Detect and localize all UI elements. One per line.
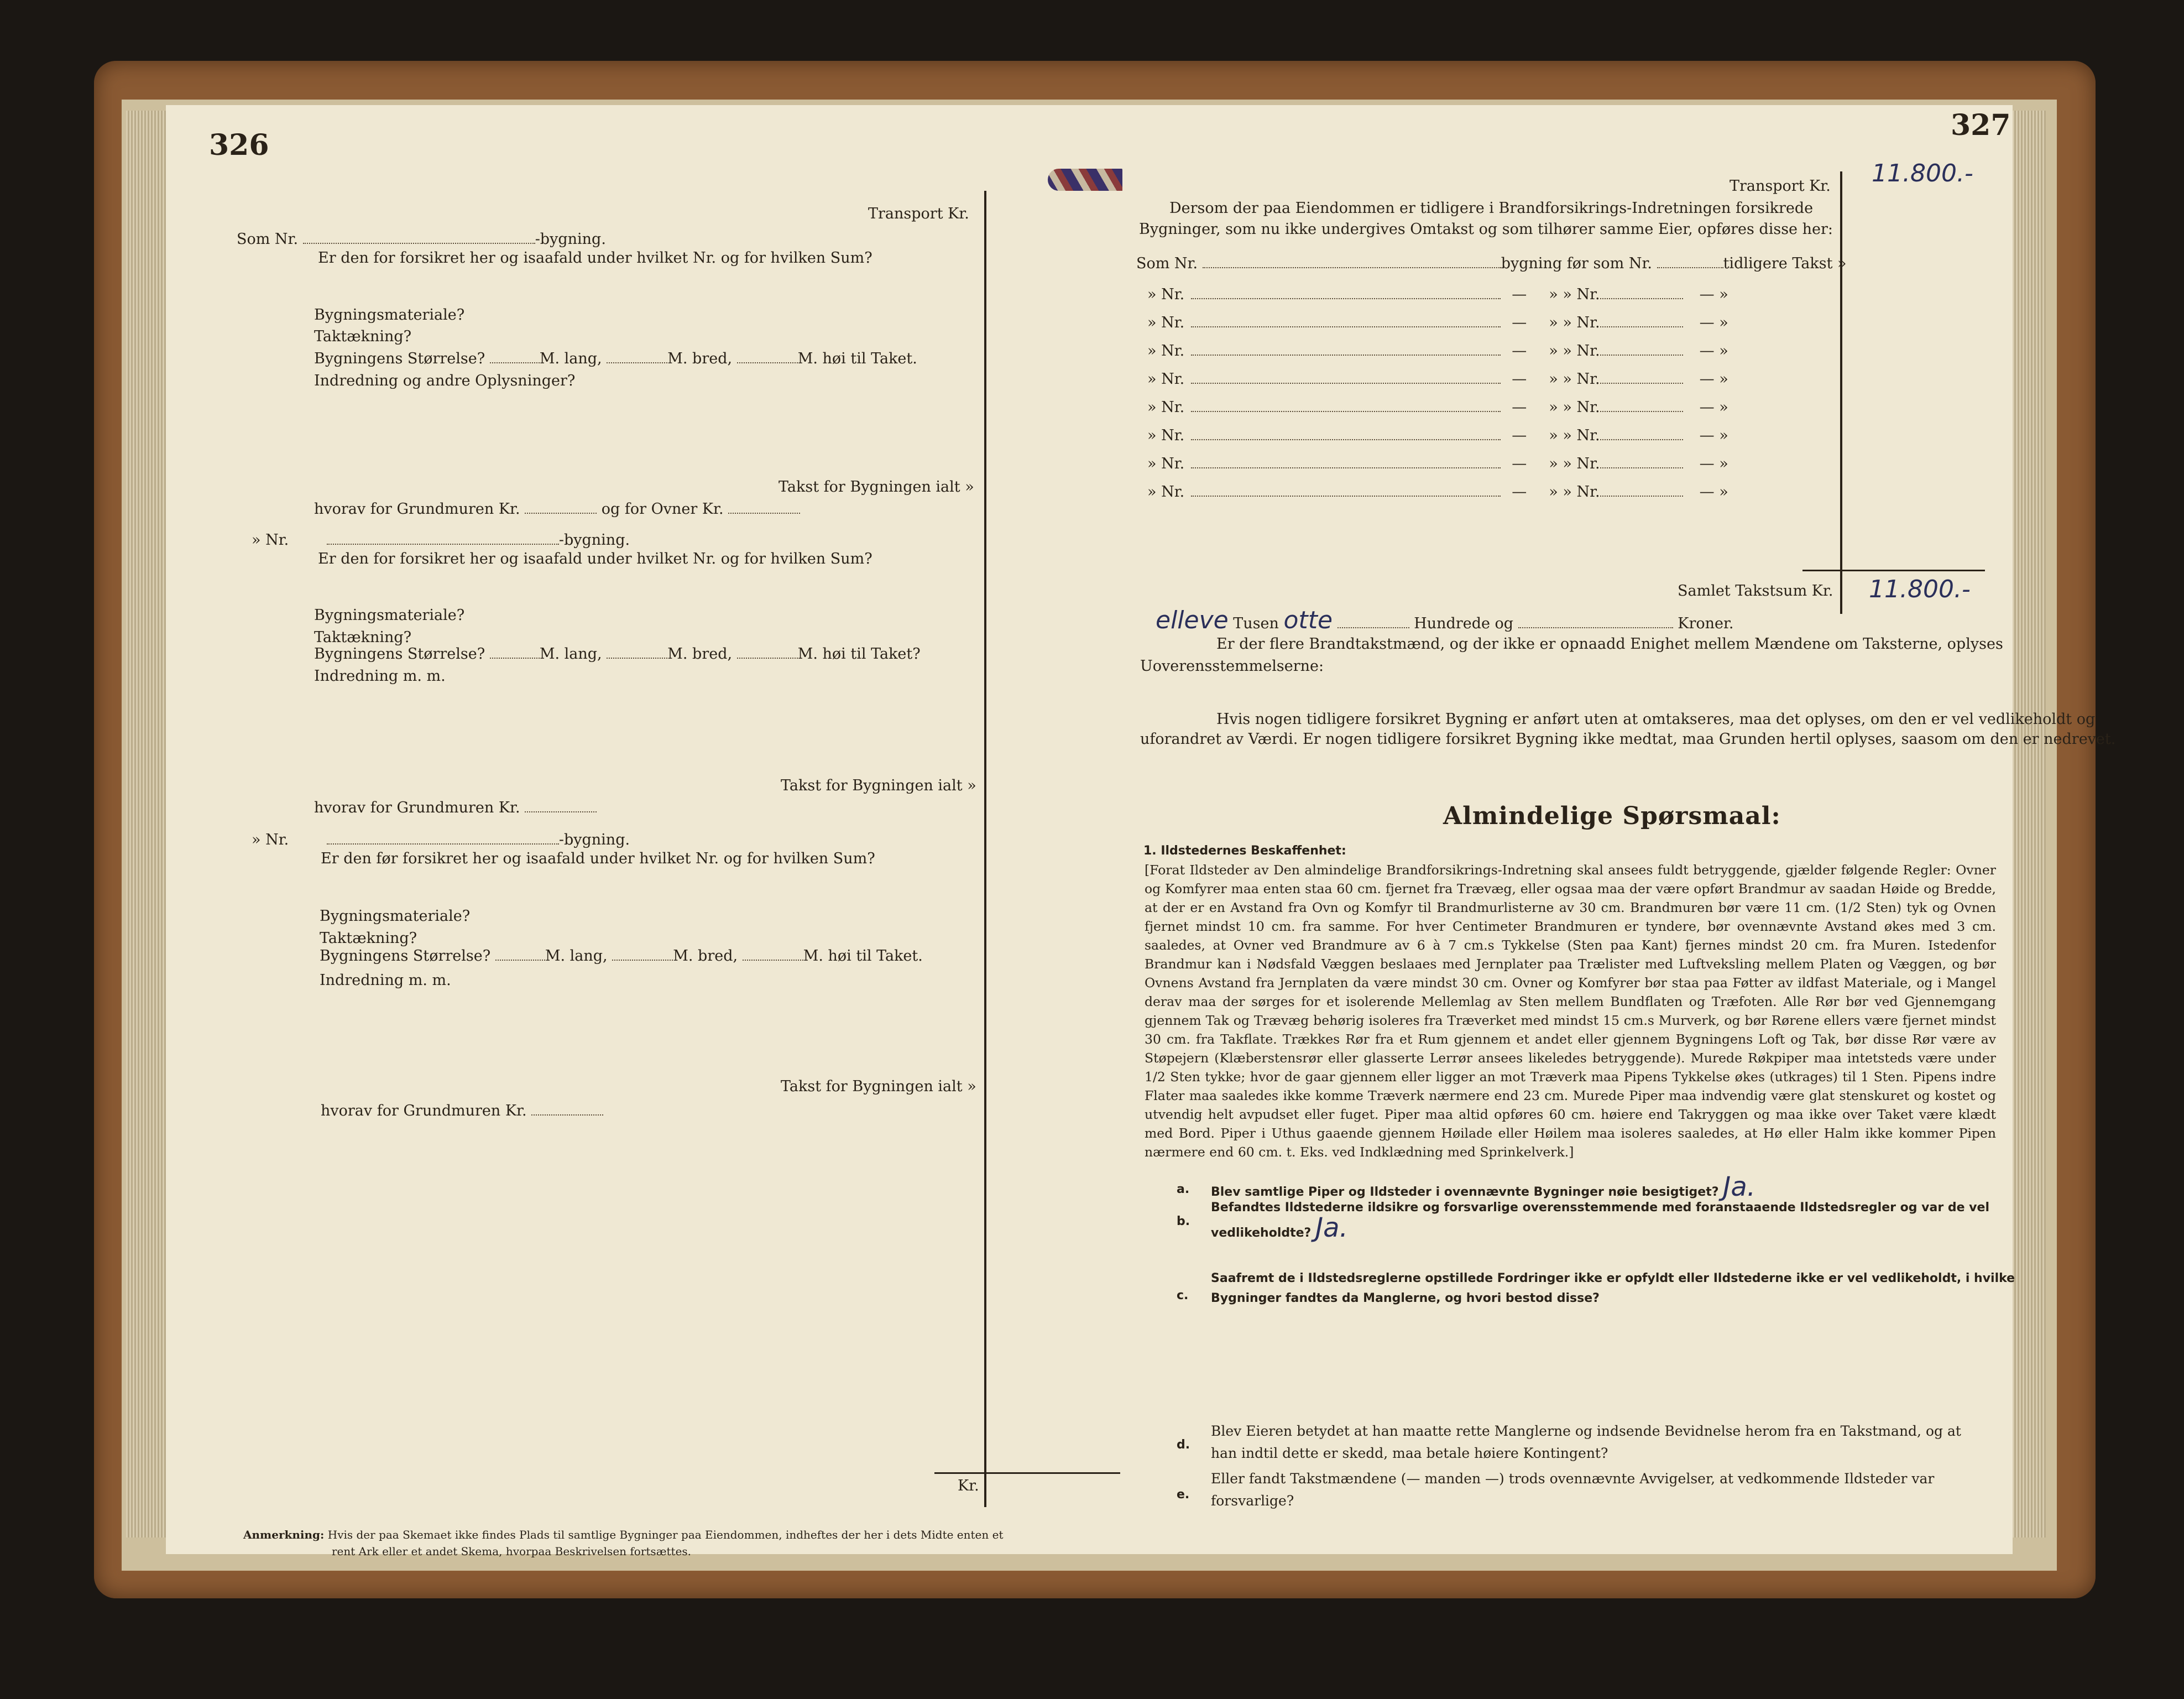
intro-line1: Dersom der paa Eiendommen er tidligere i Brandforsikrings-Indretningen forsikrede [1169, 200, 1814, 217]
s1-hvorav: hvorav for Grundmuren Kr. og for Ovner Kr. [314, 501, 800, 518]
qa-text: Blev samtlige Piper og Ildsteder i ovennævnte Bygninger nøie besigtiget? Ja. [1211, 1171, 1755, 1202]
left-page-edges [126, 111, 166, 1538]
s2-forsikret-question: Er den for forsikret her og isaafald under hvilket Nr. og for hvilken Sum? [318, 550, 872, 567]
s2-takst: Takst for Bygningen ialt » [781, 777, 976, 794]
left-page [166, 105, 1126, 1554]
qa-label: a. [1177, 1182, 1190, 1196]
s3-nr: » Nr. -bygning. [252, 831, 630, 848]
s2-hvorav: hvorav for Grundmuren Kr. [314, 800, 597, 816]
left-transport-label: Transport Kr. [868, 205, 969, 222]
s1-takst: Takst for Bygningen ialt » [778, 478, 974, 496]
prior-row: » Nr. — » » Nr. — » [1147, 286, 1728, 303]
right-transport-label: Transport Kr. [1730, 178, 1831, 195]
left-kr-bottom: Kr. [958, 1477, 979, 1494]
left-bottom-rule [934, 1472, 1120, 1474]
samlet-rule [1802, 570, 1985, 571]
s2-materiale: Bygningsmateriale? [314, 607, 465, 624]
samlet-label: Samlet Takstsum Kr. [1678, 582, 1833, 600]
qa-answer: Ja. [1723, 1171, 1755, 1202]
s2-taktaekning: Taktækning? [314, 629, 412, 646]
prior-row: » Nr. — » » Nr. — » [1147, 371, 1728, 388]
hvis-line2: uforandret av Værdi. Er nogen tidligere forsikret Bygning ikke medtat, maa Grunden hertil oplyses, saasom om den er nedrevet. [1140, 731, 2116, 748]
item1-title: 1. Ildstedernes Beskaffenhet: [1143, 844, 1346, 858]
flere-line2: Uoverensstemmelserne: [1140, 658, 1324, 675]
prior-row: » Nr. — » » Nr. — » [1147, 455, 1728, 472]
prior-row: » Nr. — » » Nr. — » [1147, 342, 1728, 359]
s3-hvorav: hvorav for Grundmuren Kr. [321, 1103, 603, 1119]
hvis-line1: Hvis nogen tidligere forsikret Bygning er anført uten at omtakseres, maa det oplyses, om den er vel vedlikeholdt og [1216, 711, 2096, 728]
anmerkning-note: Anmerkning: Hvis der paa Skemaet ikke findes Plads til samtlige Bygninger paa Eiendommen, indheftes der her i dets Midte enten et rent Ark eller et andet Skema, hvorpaa Beskrivelsen fortsættes. [243, 1528, 1004, 1558]
right-page-edges [2013, 111, 2046, 1538]
prior-row: » Nr. — » » Nr. — » [1147, 427, 1728, 444]
section-heading: Almindelige Spørsmaal: [1443, 802, 1781, 830]
s3-storrelse: Bygningens Størrelse? M. lang, M. bred, M. høi til Taket. [320, 947, 923, 965]
flere-line1: Er der flere Brandtakstmænd, og der ikke er opnaadd Enighet mellem Mændene om Taksterne, oplyses [1216, 635, 2003, 653]
s3-indredning: Indredning m. m. [320, 972, 451, 989]
s2-indredning: Indredning m. m. [314, 668, 446, 685]
s3-forsikret-question: Er den før forsikret her og isaafald under hvilket Nr. og for hvilken Sum? [321, 850, 875, 867]
s1-forsikret-question: Er den for forsikret her og isaafald under hvilket Nr. og for hvilken Sum? [318, 249, 872, 267]
s1-materiale: Bygningsmateriale? [314, 306, 465, 324]
hw-hundrede: otte [1283, 606, 1333, 634]
left-amount-column-line [984, 191, 986, 1507]
qe-text: Eller fandt Takstmændene (— manden —) trods ovennævnte Avvigelser, at vedkommende Ildsteder var forsvarlige? [1211, 1471, 1935, 1509]
qb-text: Befandtes Ildstederne ildsikre og forsvarlige overensstemmende med foranstaaende Ildstedsregler og var de vel vedlikeholdte? Ja. [1211, 1201, 1989, 1243]
intro-line2: Bygninger, som nu ikke undergives Omtakst og som tilhører samme Eier, opføres disse her: [1139, 221, 1833, 238]
prior-row: » Nr. — » » Nr. — » [1147, 399, 1728, 416]
s3-taktaekning: Taktækning? [320, 930, 417, 947]
s2-nr: » Nr. -bygning. [252, 531, 630, 549]
amount-in-words: elleve Tusen otte Hundrede og Kroner. [1156, 606, 1734, 634]
s1-som-nr: Som Nr. -bygning. [237, 231, 606, 248]
hw-tusen: elleve [1156, 606, 1229, 634]
s1-indredning: Indredning og andre Oplysninger? [314, 372, 576, 389]
prior-row: » Nr. — » » Nr. — » [1147, 483, 1728, 501]
s1-storrelse: Bygningens Størrelse? M. lang, M. bred, M. høi til Taket. [314, 350, 917, 367]
prior-som-nr: Som Nr. bygning før som Nr. tidligere Takst » [1136, 255, 1847, 272]
samlet-value: 11.800.- [1869, 575, 1971, 603]
page-number-right: 327 [1951, 108, 2011, 142]
s1-taktaekning: Taktækning? [314, 328, 412, 345]
prior-row: » Nr. — » » Nr. — » [1147, 314, 1728, 331]
qb-label: b. [1177, 1215, 1190, 1228]
qb-answer: Ja. [1315, 1212, 1348, 1243]
transport-value: 11.800.- [1872, 159, 1973, 187]
item1-body: [Forat Ildsteder av Den almindelige Brandforsikrings-Indretning skal ansees fuldt betryggende, gjælder følgende Regler: Ovner og Komfyrer maa enten staa 60 cm. fjernet fra Trævæg, eller ogsaa maa der være opført Brandmur av saadan Høide og Bredde, at der er en Avstand fra Ovn og Komfyr til Brandmurlisterne av 30 cm. Brandmuren bør være 11 cm. (1/2 Sten) tyk og Ovnen fjernet mindst 10 cm. fra samme. For hver Centimeter Brandmuren er tyndere, bør ovennævnte Avstand økes med 3 cm. saaledes, at Ovner ved Brandmure av 6 à 7 cm.s Tykkelse (Sten paa Kant) fjernes mindst 20 cm. fra Muren. Istedenfor Brandmur kan i Nødsfald Væggen beslaaes med Jernplater paa Trælister med Luftveksling mellem Platen og Væggen, og bør Ovnens Avstand fra Jernplaten da være mindst 30 cm. Ovner og Komfyrer bør staa paa Føtter av ildfast Materiale, og i Mangel derav maa der sørges for et isolerende Mellemlag av Sten mellem Bundflaten og Træfoten. Alle Rør bør ved Gjennemgang gjennem Tak og Trævæg behørig isoleres fra Træverket med mindst 15 cm.s Murverk, og bør Rørene ellers være fjernet mindst 30 cm. fra Takflate. Trækkes Rør fra et Rum gjennem et andet eller gjennem Bygningens Loft og Tak, bør disse Rør være av Støpejern (Klæberstensrør eller glasserte Lerrør ansees likeledes betryggende). Murede Røkpiper maa intetsteds være under 1/2 Sten tykke; hvor de gaar gjennem eller ligger an mot Træverk maa Pipens Tykkelse økes (utkrages) til 1 Sten. Pipens indre Flater maa saaledes ikke komme Træverk nærmere end 23 cm. Murede Piper maa indvendig være glat stenskuret og kostet og utvendig helt avpudset eller fuget. Piper maa altid opføres 60 cm. høiere end Takryggen og maa ikke over Taket være klædt med Bord. Piper i Uthus gaaende gjennem Høilade eller Høilem maa isoleres saaledes, at Hø eller Halm ikke kommer Pipen nærmere end 60 cm. t. Eks. ved Indklædning med Sprinkelverk.] [1145, 862, 1996, 1160]
qc-text: Saafremt de i Ildstedsreglerne opstillede Fordringer ikke er opfyldt eller Ildstederne ikke er vel vedlikeholdt, i hvilke Bygninger fandtes da Manglerne, og hvori bestod disse? [1211, 1271, 2015, 1305]
qd-label: d. [1177, 1438, 1190, 1452]
s2-storrelse: Bygningens Størrelse? M. lang, M. bred, M. høi til Taket? [314, 645, 921, 663]
s3-takst: Takst for Bygningen ialt » [781, 1078, 976, 1095]
s3-materiale: Bygningsmateriale? [320, 908, 471, 925]
qd-text: Blev Eieren betydet at han maatte rette Manglerne og indsende Bevidnelse herom fra en Takstmand, og at han indtil dette er skedd, maa betale høiere Kontingent? [1211, 1423, 1961, 1461]
page-number-left: 326 [209, 128, 269, 162]
qe-label: e. [1177, 1488, 1190, 1502]
qc-label: c. [1177, 1289, 1189, 1302]
right-amount-column-line [1840, 171, 1842, 614]
